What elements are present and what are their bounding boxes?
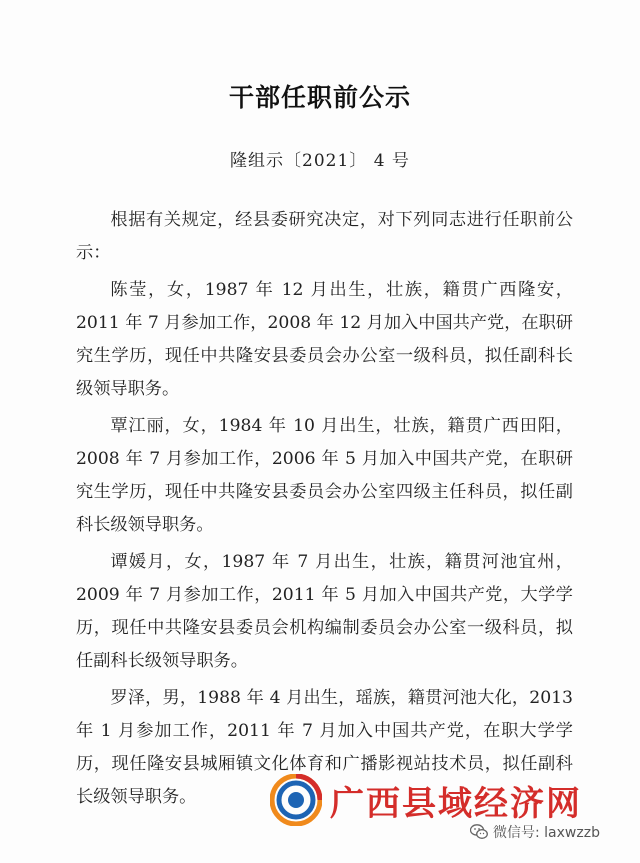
- wechat-id: [470, 822, 600, 842]
- candidate-paragraph: 罗泽，男，1988 年 4 月出生，瑶族，籍贯河池大化，2013 年 1 月参加工作，2011 年 7 月加入中国共产党，在职大学学历，现任隆安县城厢镇文化体育和广播影视站技术员，拟任副科长级领导职务。: [76, 688, 573, 807]
- site-name: 广西县域经济网: [330, 783, 582, 824]
- wechat-label: 微信号: laxwzzb: [493, 825, 600, 841]
- wechat-icon: [470, 824, 488, 840]
- document-title: 干部任职前公示: [228, 83, 411, 112]
- document-number: 隆组示〔2021〕 4 号: [230, 151, 410, 171]
- candidate-paragraph: 覃江丽，女，1984 年 10 月出生，壮族，籍贯广西田阳，2008 年 7 月参加工作，2006 年 5 月加入中国共产党，在职研究生学历，现任中共隆安县委员会办公室四级主任科员，拟任副科长级领导职务。: [76, 416, 573, 535]
- candidate-paragraph: 谭媛月，女，1987 年 7 月出生，壮族，籍贯河池宜州，2009 年 7 月参加工作，2011 年 5 月加入中国共产党，大学学历，现任中共隆安县委员会机构编制委员会办公室一级科员，拟任副科长级领导职务。: [76, 552, 573, 671]
- site-watermark: [270, 770, 582, 830]
- candidate-paragraph: 陈莹，女，1987 年 12 月出生，壮族，籍贯广西隆安，2011 年 7 月参加工作，2008 年 12 月加入中国共产党，在职研究生学历，现任中共隆安县委员会办公室一级科员，拟任副科长级领导职务。: [76, 280, 573, 399]
- site-logo-icon: [270, 774, 322, 826]
- intro-paragraph: 根据有关规定，经县委研究决定，对下列同志进行任职前公示：: [76, 210, 573, 263]
- document-body: [76, 204, 573, 818]
